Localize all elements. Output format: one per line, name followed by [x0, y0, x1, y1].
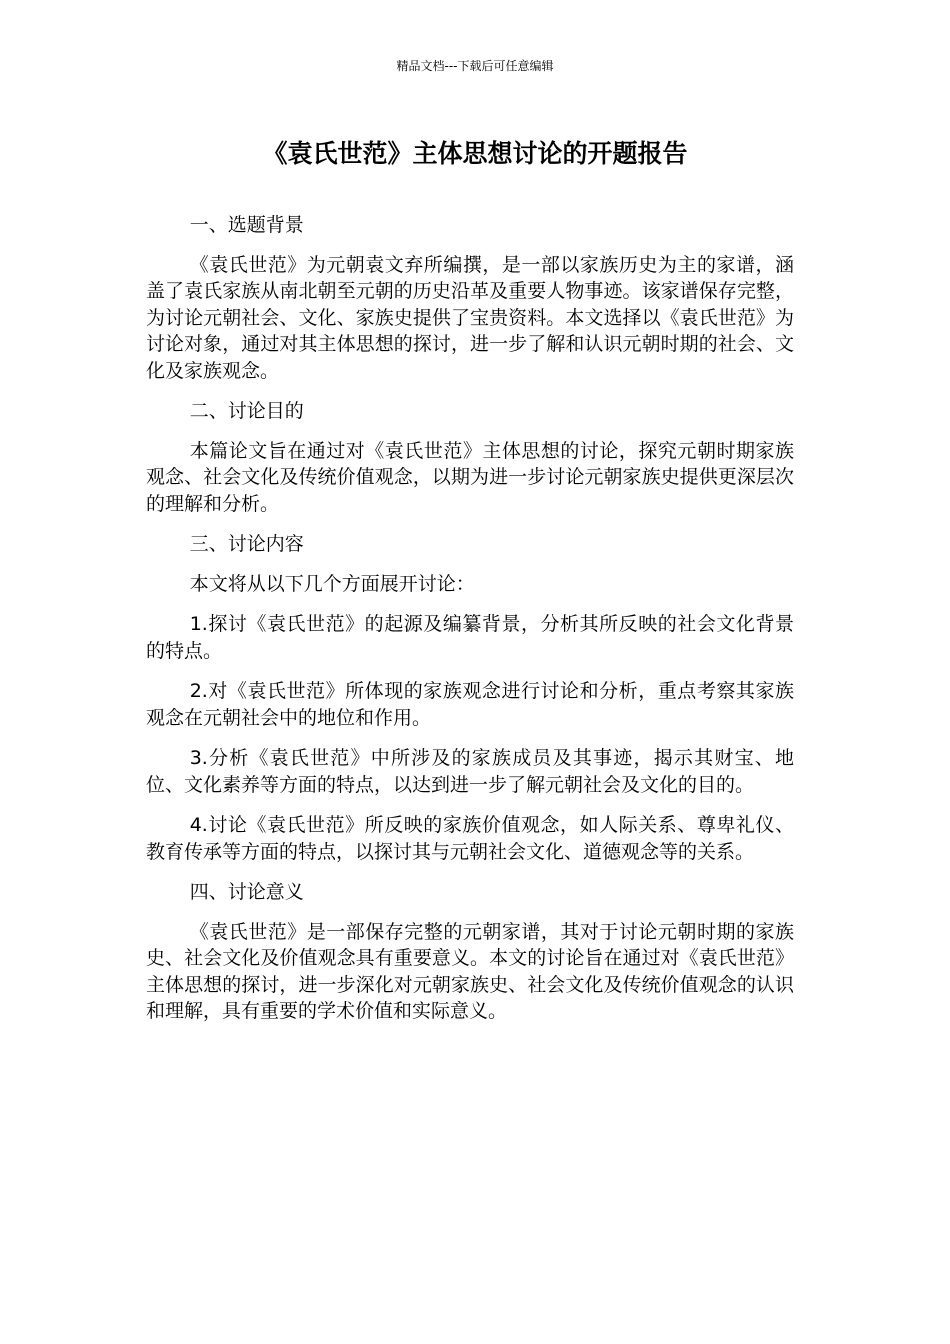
document-body — [146, 212, 794, 1039]
paragraph-background: 《袁氏世范》为元朝袁文弃所编撰，是一部以家族历史为主的家谱，涵盖了袁氏家族从南北朝至元朝的历史沿革及重要人物事迹。该家谱保存完整，为讨论元朝社会、文化、家族史提供了宝贵资料。本文选择以《袁氏世范》为讨论对象，通过对其主体思想的探讨，进一步了解和认识元朝时期的社会、文化及家族观念。 — [146, 253, 794, 382]
section-heading-content: 三、讨论内容 — [189, 533, 304, 555]
paragraph-content-intro: 本文将从以下几个方面展开讨论： — [189, 572, 475, 595]
document-title: 《袁氏世范》主体思想讨论的开题报告 — [262, 139, 688, 168]
paragraph-content-item-1: 1.探讨《袁氏世范》的起源及编纂背景，分析其所反映的社会文化背景的特点。 — [146, 613, 794, 662]
paragraph-purpose: 本篇论文旨在通过对《袁氏世范》主体思想的讨论，探究元朝时期家族观念、社会文化及传统价值观念，以期为进一步讨论元朝家族史提供更深层次的理解和分析。 — [146, 439, 794, 515]
paragraph-content-item-2: 2.对《袁氏世范》所体现的家族观念进行讨论和分析，重点考察其家族观念在元朝社会中的地位和作用。 — [146, 680, 794, 729]
section-heading-purpose: 二、讨论目的 — [189, 400, 304, 422]
header-note: 精品文档---下载后可任意编辑 — [396, 59, 554, 73]
section-heading-significance: 四、讨论意义 — [189, 881, 304, 903]
paragraph-content-item-4: 4.讨论《袁氏世范》所反映的家族价值观念，如人际关系、尊卑礼仪、教育传承等方面的特点，以探讨其与元朝社会文化、道德观念等的关系。 — [146, 814, 794, 863]
paragraph-content-item-3: 3.分析《袁氏世范》中所涉及的家族成员及其事迹，揭示其财宝、地位、文化素养等方面的特点，以达到进一步了解元朝社会及文化的目的。 — [146, 747, 794, 796]
paragraph-significance: 《袁氏世范》是一部保存完整的元朝家谱，其对于讨论元朝时期的家族史、社会文化及价值观念具有重要意义。本文的讨论旨在通过对《袁氏世范》主体思想的探讨，进一步深化对元朝家族史、社会文化及传统价值观念的认识和理解，具有重要的学术价值和实际意义。 — [146, 920, 794, 1022]
section-heading-background: 一、选题背景 — [189, 214, 304, 236]
